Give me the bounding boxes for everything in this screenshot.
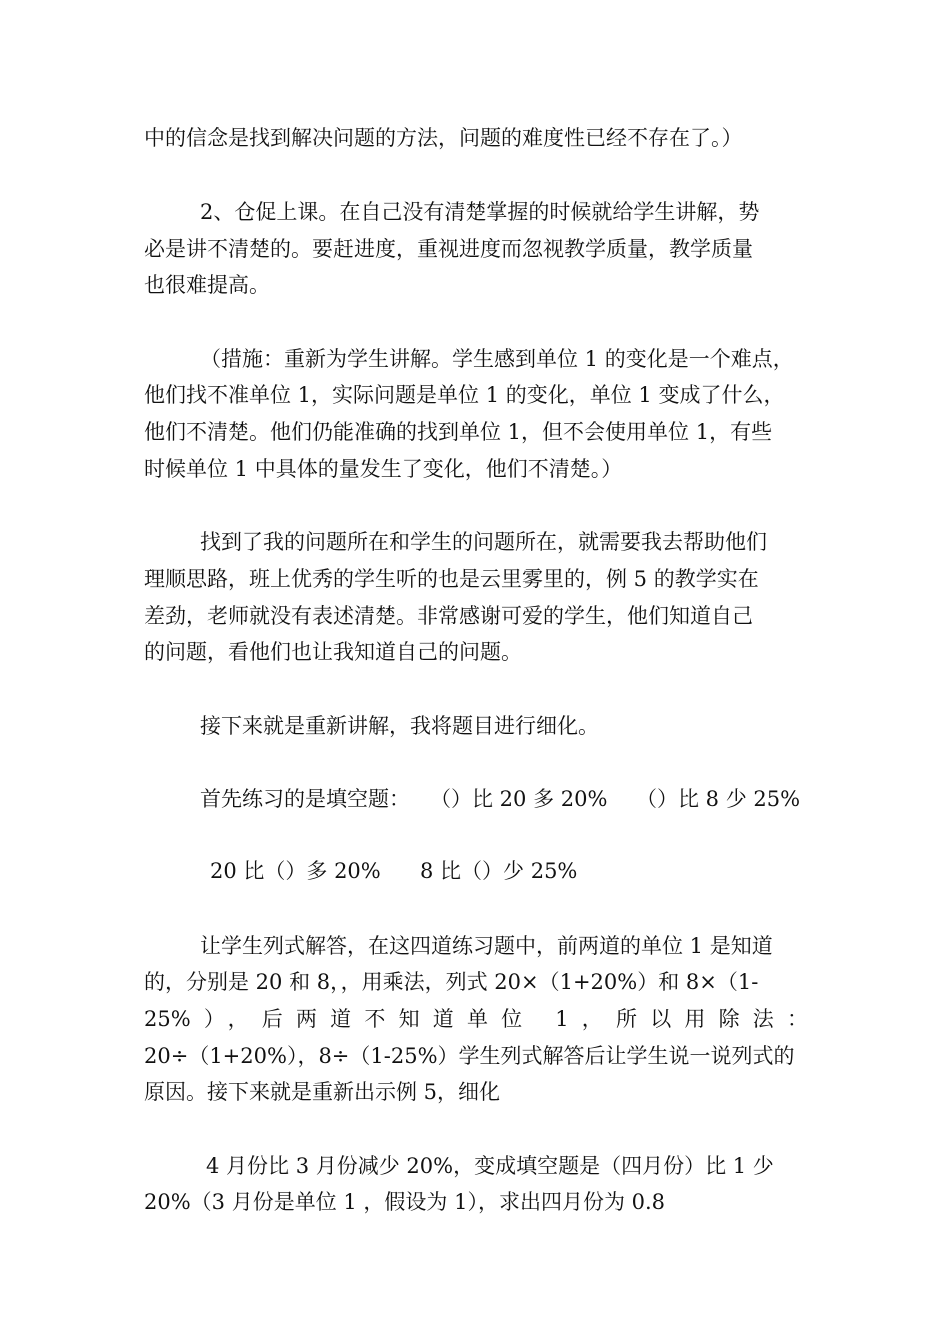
text-line: 接下来就是重新讲解，我将题目进行细化。	[200, 714, 599, 738]
exercise-item: 8 比（）少 25%	[420, 859, 578, 883]
text-line: 4 月份比 3 月份减少 20%，变成填空题是（四月份）比 1 少	[206, 1154, 774, 1178]
text-line: 让学生列式解答，在这四道练习题中，前两道的单位 1 是知道	[200, 934, 773, 958]
text-line: 2、仓促上课。在自己没有清楚掌握的时候就给学生讲解，势	[200, 200, 760, 224]
text-line: 时候单位 1 中具体的量发生了变化，他们不清楚。）	[144, 457, 623, 481]
text-line: 找到了我的问题所在和学生的问题所在，就需要我去帮助他们	[200, 530, 767, 554]
exercise-item: （）比 8 少 25%	[636, 787, 801, 811]
exercise-lead: 首先练习的是填空题：	[200, 787, 410, 811]
text-line: 20%（3 月份是单位 1 ，假设为 1），求出四月份为 0.8	[144, 1190, 666, 1214]
text-line: 中的信念是找到解决问题的方法，问题的难度性已经不存在了。）	[144, 126, 743, 150]
exercise-item: （）比 20 多 20%	[430, 787, 608, 811]
text-line: 必是讲不清楚的。要赶进度，重视进度而忽视教学质量，教学质量	[144, 237, 753, 261]
text-line: 原因。接下来就是重新出示例 5，细化	[144, 1080, 501, 1104]
exercise-item: 20 比（）多 20%	[210, 859, 381, 883]
text-line: 他们不清楚。他们仍能准确的找到单位 1，但不会使用单位 1，有些	[144, 420, 773, 444]
text-line: 理顺思路，班上优秀的学生听的也是云里雾里的，例 5 的教学实在	[144, 567, 759, 591]
text-line: 25%），后两道不知道单位 1，所以用除法：	[144, 1007, 808, 1031]
text-line: 的，分别是 20 和 8，，用乘法，列式 20×（1+20%）和 8×（1-	[144, 970, 759, 994]
text-line: 的问题，看他们也让我知道自己的问题。	[144, 640, 522, 664]
text-line: 他们找不准单位 1，实际问题是单位 1 的变化，单位 1 变成了什么，	[144, 383, 785, 407]
text-line: 也很难提高。	[144, 273, 270, 297]
text-line: 20÷（1+20%），8÷（1-25%）学生列式解答后让学生说一说列式的	[144, 1044, 795, 1068]
text-line: （措施：重新为学生讲解。学生感到单位 1 的变化是一个难点，	[200, 347, 794, 371]
text-line: 差劲，老师就没有表述清楚。非常感谢可爱的学生，他们知道自己	[144, 604, 753, 628]
